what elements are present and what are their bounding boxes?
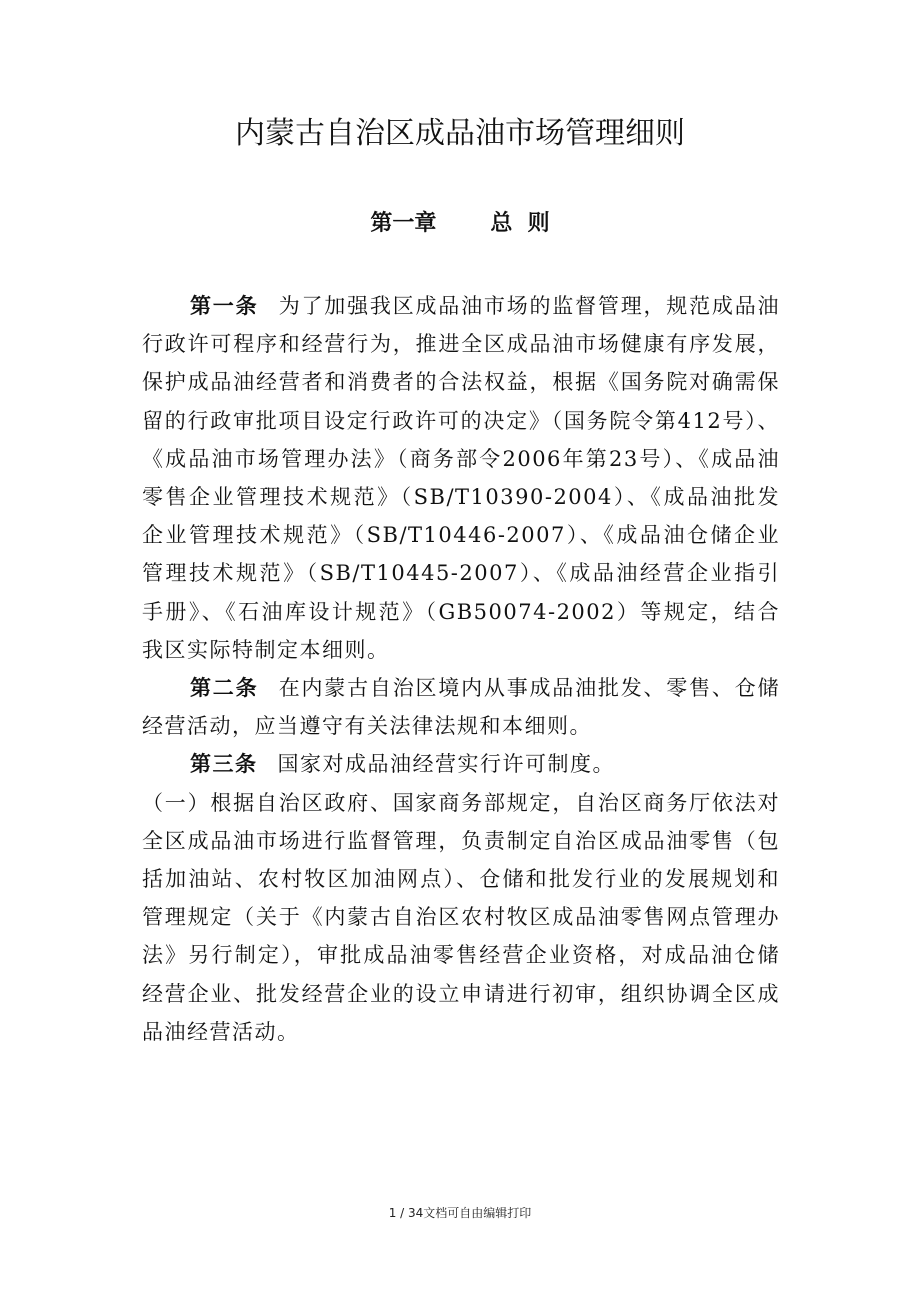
article-1 bbox=[142, 287, 780, 669]
article-1-label: 第一条 bbox=[190, 293, 259, 318]
article-2-text: 在内蒙古自治区境内从事成品油批发、零售、仓储经营活动，应当遵守有关法律法规和本细则。 bbox=[142, 676, 781, 739]
page-footer: 1 / 34文档可自由编辑打印 bbox=[388, 1206, 532, 1220]
document-body bbox=[142, 287, 780, 1051]
document-title: 内蒙古自治区成品油市场管理细则 bbox=[235, 116, 685, 151]
chapter-title: 总 则 bbox=[490, 210, 550, 236]
article-3-text: 国家对成品油经营实行许可制度。 bbox=[277, 752, 615, 777]
clause-1: （一）根据自治区政府、国家商务部规定，自治区商务厅依法对全区成品油市场进行监督管理，负责制定自治区成品油零售（包括加油站、农村牧区加油网点）、仓储和批发行业的发展规划和管理规定（关于《内蒙古自治区农村牧区成品油零售网点管理办法》另行制定），审批成品油零售经营企业资格，对成品油仓储经营企业、批发经营企业的设立申请进行初审，组织协调全区成品油经营活动。 bbox=[142, 790, 780, 1044]
article-3-label: 第三条 bbox=[190, 751, 258, 777]
article-3 bbox=[142, 745, 780, 783]
article-2-label: 第二条 bbox=[190, 675, 259, 701]
article-2 bbox=[142, 669, 780, 745]
chapter-number: 第一章 bbox=[370, 210, 437, 236]
article-1-text: 为了加强我区成品油市场的监督管理，规范成品油行政许可程序和经营行为，推进全区成品油市场健康有序发展，保护成品油经营者和消费者的合法权益，根据《国务院对确需保留的行政审批项目设定行政许可的决定》（国务院令第412号）、《成品油市场管理办法》（商务部令2006年第23号）、《成品油零售企业管理技术规范》（SB/T10390-2004）、《成品油批发企业管理技术规范》（SB/T10446-2007）、《成品油仓储企业管理技术规范》（SB/T10445-2007）、《成品油经营企业指引手册》、《石油库设计规范》（GB50074-2002）等规定，结合我区实际特制定本细则。 bbox=[142, 294, 781, 662]
chapter-heading bbox=[0, 206, 920, 240]
